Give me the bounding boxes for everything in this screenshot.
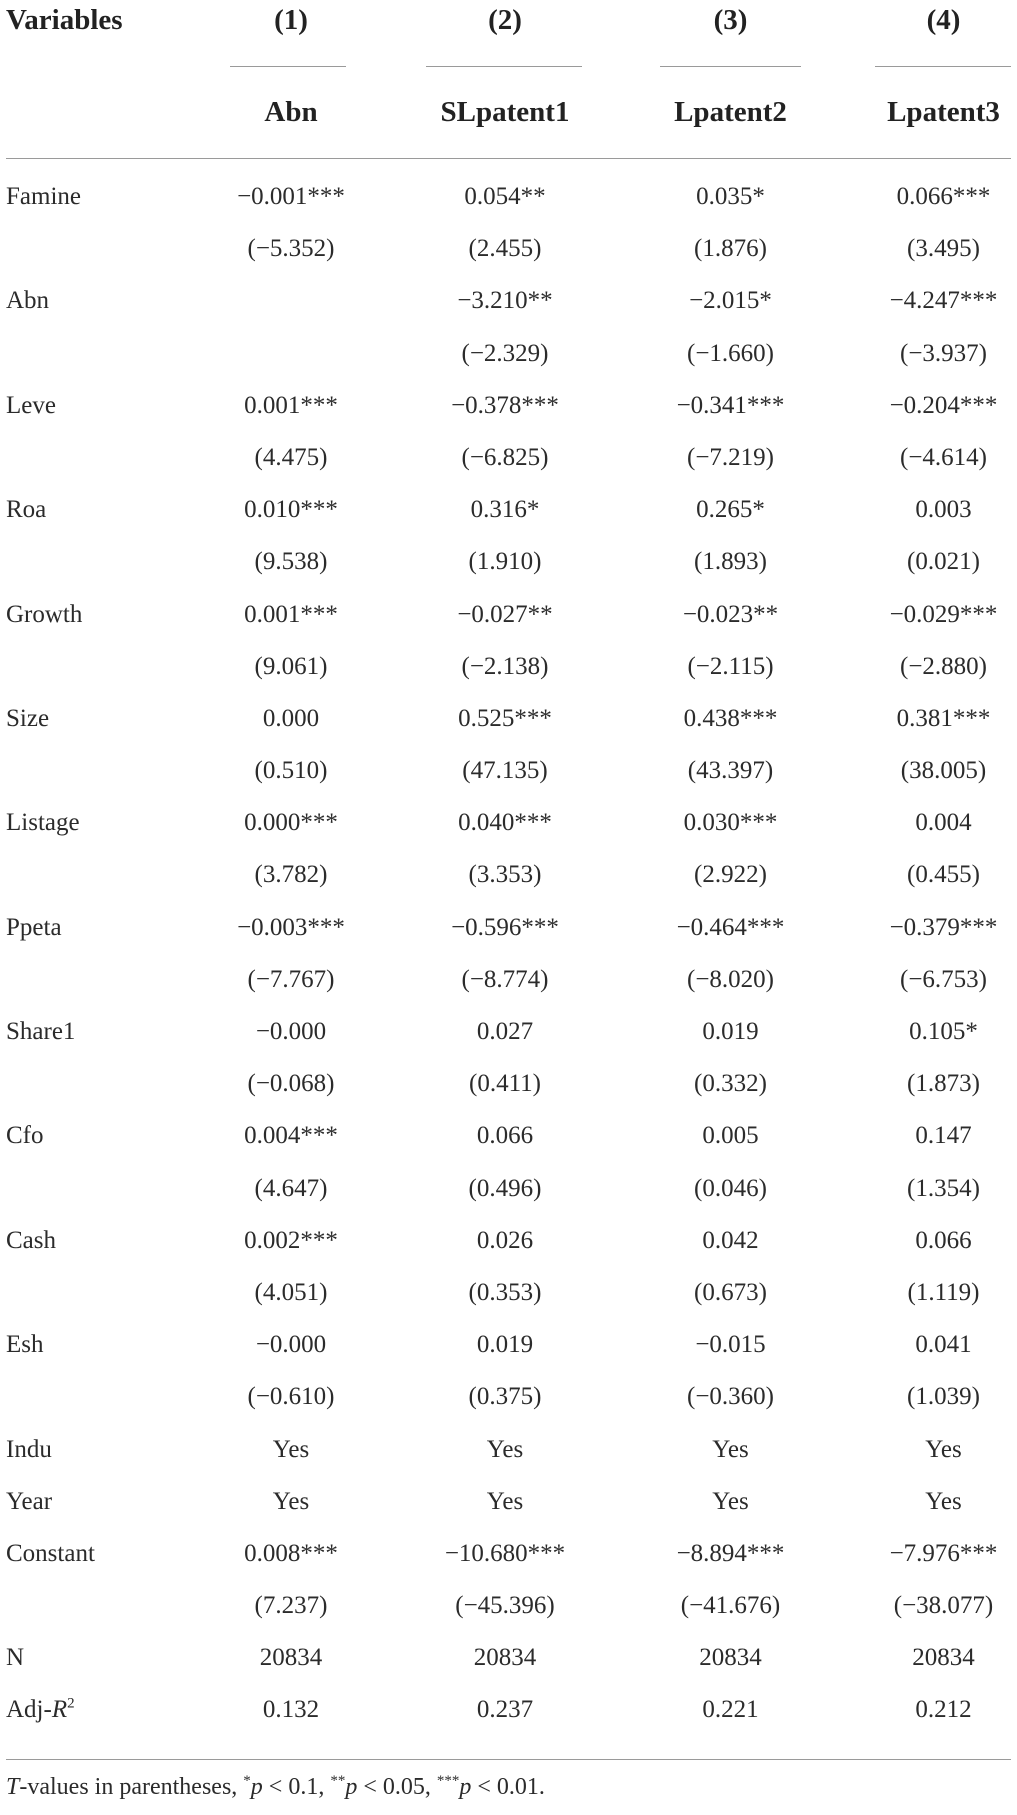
table-cell: 0.237 (476, 1696, 534, 1724)
table-row (6, 695, 1011, 747)
regression-table (6, 0, 1011, 1801)
table-cell: −10.680*** (444, 1539, 566, 1567)
row-label: Abn (6, 287, 50, 315)
table-cell: (0.496) (468, 1174, 542, 1202)
table-row (6, 382, 1011, 434)
table-cell: 20834 (912, 1644, 975, 1672)
row-label: Cfo (6, 1122, 44, 1150)
table-cell: (−0.360) (687, 1383, 774, 1411)
column-number-3: (3) (713, 4, 748, 36)
table-cell: (0.046) (694, 1174, 767, 1202)
table-cell: −0.029*** (889, 600, 998, 628)
row-label: Listage (6, 809, 80, 837)
table-cell: (0.375) (468, 1383, 542, 1411)
table-cell: 0.040*** (458, 809, 552, 837)
table-cell: 0.002*** (244, 1226, 338, 1254)
table-cell: 0.000 (262, 704, 320, 732)
table-cell: (−41.676) (680, 1592, 781, 1620)
table-cell: −0.000 (255, 1331, 327, 1359)
table-cell: −7.976*** (889, 1539, 998, 1567)
table-cell: (−8.020) (687, 965, 774, 993)
table-cell: 0.001*** (244, 600, 338, 628)
table-cell: (0.455) (907, 861, 980, 889)
column-name-3: Lpatent2 (674, 96, 787, 128)
row-label: Constant (6, 1539, 95, 1567)
table-cell: 0.066 (476, 1122, 534, 1150)
column-rule-4 (875, 66, 1011, 67)
table-cell: (−6.825) (461, 443, 549, 471)
table-cell: (7.237) (254, 1592, 328, 1620)
table-cell: (1.354) (907, 1174, 980, 1202)
table-row (6, 434, 1011, 486)
table-cell: 0.316* (470, 496, 540, 524)
table-cell: (−8.774) (461, 965, 549, 993)
table-cell: (3.495) (907, 235, 980, 263)
table-cell: Yes (486, 1487, 524, 1515)
table-cell: 0.381*** (896, 704, 991, 732)
column-rule-2 (426, 66, 582, 67)
row-label: N (6, 1644, 25, 1672)
table-cell: (−6.753) (900, 965, 987, 993)
table-cell: (1.039) (907, 1383, 980, 1411)
table-cell: (1.893) (694, 548, 767, 576)
row-label: Roa (6, 496, 47, 524)
column-name-1: Abn (264, 96, 318, 128)
table-row (6, 330, 1011, 382)
table-row (6, 1634, 1011, 1686)
table-cell: Yes (925, 1435, 962, 1463)
row-label: Share1 (6, 1018, 76, 1045)
table-cell: −0.000 (255, 1018, 327, 1045)
table-cell: (2.455) (468, 235, 542, 263)
table-cell: 0.001*** (244, 391, 338, 419)
table-cell: (9.538) (254, 548, 328, 576)
table-row (6, 799, 1011, 851)
table-row-adj-r2 (6, 1686, 1011, 1738)
table-cell: Yes (712, 1435, 749, 1463)
table-cell: 0.147 (915, 1122, 972, 1150)
column-name-2: SLpatent1 (440, 96, 570, 128)
row-label: Year (6, 1487, 53, 1515)
table-cell: 0.035* (696, 183, 765, 210)
table-cell: (1.876) (694, 235, 767, 263)
table-cell: 0.041 (915, 1331, 972, 1359)
row-label: Ppeta (6, 913, 62, 941)
row-label: Adj-$R^2$ (6, 1696, 75, 1724)
table-cell: 0.212 (915, 1696, 972, 1724)
table-cell: 0.438*** (683, 704, 778, 732)
table-cell: (0.353) (468, 1278, 542, 1306)
table-row (6, 591, 1011, 643)
table-row (6, 1530, 1011, 1582)
table-row (6, 747, 1011, 799)
table-cell: (−2.880) (900, 652, 987, 680)
table-cell: 0.005 (702, 1122, 759, 1150)
column-rule-3 (660, 66, 801, 67)
table-row (6, 1582, 1011, 1634)
table-cell: −0.341*** (676, 391, 785, 419)
table-cell: 0.027 (476, 1018, 534, 1045)
table-cell: (−2.115) (687, 652, 774, 680)
table-cell: (−1.660) (687, 339, 774, 367)
table-cell: 0.042 (702, 1226, 759, 1254)
table-cell: (−0.068) (247, 1070, 335, 1098)
table-cell: (−7.767) (247, 965, 335, 993)
table-row (6, 1373, 1011, 1425)
table-cell: (−38.077) (893, 1592, 994, 1620)
table-cell: 0.004*** (244, 1122, 338, 1150)
table-row (6, 851, 1011, 903)
row-label: Esh (6, 1331, 44, 1359)
column-name-4: Lpatent3 (887, 96, 1000, 128)
table-cell: (1.910) (468, 548, 542, 576)
table-cell: −4.247*** (889, 287, 998, 315)
table-cell: 0.132 (262, 1696, 320, 1724)
table-cell: 0.026 (476, 1226, 534, 1254)
table-row (6, 904, 1011, 956)
table-cell: 0.066 (915, 1226, 972, 1254)
table-row (6, 1008, 1011, 1060)
table-row (6, 1112, 1011, 1164)
table-cell: (−5.352) (247, 235, 335, 263)
table-cell: 0.265* (696, 496, 765, 524)
table-footnote: T-values in parentheses, *p < 0.1, **p < 0.05, ***p < 0.01. (6, 1772, 545, 1800)
table-cell: −0.464*** (676, 913, 785, 941)
table-cell: 20834 (259, 1644, 323, 1672)
table-cell: 0.008*** (244, 1539, 338, 1567)
table-cell: (38.005) (900, 757, 987, 785)
header-name-row (6, 70, 1011, 158)
table-row (6, 173, 1011, 225)
table-cell: −0.015 (695, 1331, 766, 1359)
table-cell: Yes (925, 1487, 962, 1515)
table-cell: −0.379*** (889, 913, 998, 941)
table-cell: 0.000*** (244, 809, 338, 837)
header-number-row (6, 0, 1011, 70)
table-row (6, 1321, 1011, 1373)
variables-header: Variables (6, 4, 123, 36)
table-cell: (0.411) (469, 1070, 541, 1098)
table-row (6, 643, 1011, 695)
table-row (6, 1269, 1011, 1321)
table-body (6, 159, 1011, 1686)
column-number-1: (1) (274, 4, 308, 36)
row-label: Size (6, 704, 50, 732)
table-row (6, 486, 1011, 538)
table-cell: −0.204*** (889, 391, 998, 419)
table-cell: 0.054** (464, 183, 546, 210)
table-cell: Yes (272, 1487, 310, 1515)
table-cell: (0.510) (254, 757, 328, 785)
table-cell: 0.019 (702, 1018, 759, 1045)
column-number-2: (2) (488, 4, 522, 36)
table-cell: 0.019 (476, 1331, 534, 1359)
table-cell: −3.210** (457, 287, 553, 315)
table-cell: (0.673) (694, 1278, 767, 1306)
table-cell: 0.010*** (244, 496, 338, 524)
table-cell: (−45.396) (455, 1592, 555, 1620)
table-cell: −0.023** (682, 600, 779, 628)
column-number-4: (4) (926, 4, 961, 36)
row-label: Cash (6, 1226, 56, 1254)
table-cell: Yes (486, 1435, 524, 1463)
table-row (6, 1217, 1011, 1269)
table-cell: −2.015* (689, 287, 772, 315)
footer-rule (6, 1759, 1011, 1760)
row-label: Famine (6, 183, 81, 210)
table-cell: −0.001*** (237, 183, 345, 210)
table-row (6, 225, 1011, 277)
table-cell: (47.135) (462, 757, 548, 785)
table-cell: 0.004 (915, 809, 972, 837)
table-cell: 0.221 (702, 1696, 759, 1724)
table-cell: −0.378*** (451, 391, 559, 419)
table-cell: (0.021) (907, 548, 980, 576)
table-cell: 0.066*** (896, 183, 991, 210)
table-cell: −8.894*** (676, 1539, 785, 1567)
table-cell: 20834 (473, 1644, 537, 1672)
table-row (6, 1478, 1011, 1530)
table-cell: (4.051) (254, 1278, 328, 1306)
table-cell: −0.596*** (451, 913, 559, 941)
table-cell: (1.873) (907, 1070, 980, 1098)
table-cell: (9.061) (254, 652, 328, 680)
table-cell: (3.782) (254, 861, 328, 889)
table-row (6, 538, 1011, 590)
table-cell: (−7.219) (687, 443, 774, 471)
table-cell: Yes (712, 1487, 749, 1515)
table-cell: 0.525*** (458, 704, 552, 732)
table-cell: (1.119) (907, 1278, 980, 1306)
table-row (6, 277, 1011, 329)
column-rule-1 (230, 66, 346, 67)
table-cell: (−2.329) (461, 339, 549, 367)
row-label: Indu (6, 1435, 52, 1463)
table-cell: (−4.614) (900, 443, 987, 471)
table-cell: (−3.937) (900, 339, 987, 367)
table-cell: (−0.610) (247, 1383, 335, 1411)
table-cell: 0.003 (915, 496, 972, 524)
table-cell: (4.475) (254, 443, 328, 471)
table-row (6, 1165, 1011, 1217)
table-cell: (4.647) (254, 1174, 328, 1202)
row-label: Growth (6, 600, 83, 628)
table-cell: (3.353) (468, 861, 542, 889)
table-cell: (43.397) (687, 757, 774, 785)
table-row (6, 1060, 1011, 1112)
table-cell: 20834 (699, 1644, 762, 1672)
table-cell: (0.332) (694, 1070, 767, 1098)
table-cell: 0.030*** (683, 809, 778, 837)
table-cell: (2.922) (694, 861, 767, 889)
table-cell: Yes (272, 1435, 310, 1463)
table-row (6, 1426, 1011, 1478)
table-cell: −0.027** (457, 600, 553, 628)
table-cell: −0.003*** (237, 913, 345, 941)
row-label: Leve (6, 391, 56, 419)
table-row (6, 956, 1011, 1008)
table-cell: 0.105* (909, 1018, 978, 1045)
table-cell: (−2.138) (461, 652, 549, 680)
